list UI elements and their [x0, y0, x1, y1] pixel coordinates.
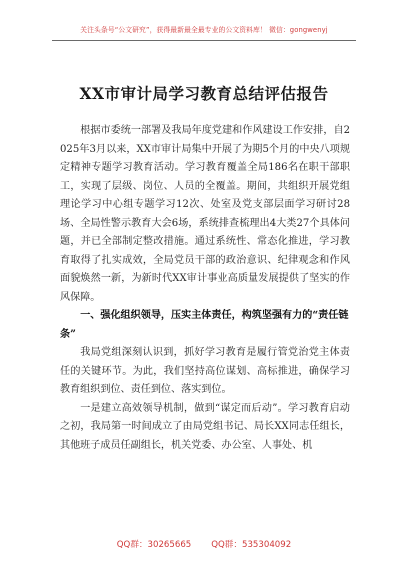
document-title: XX市审计局学习教育总结评估报告 — [79, 84, 329, 103]
paragraph-intro: 根据市委统一部署及我局年度党建和作风建设工作安排，自2025年3月以来，XX市审计局集中开展了为期5个月的中央八项规定精神专题学习教育活动。学习教育覆盖全局186名在职干部职工，实现了层级、岗位、人员的全覆盖。期间，共组织开展党组理论学习中心组专题学习12次、处室及党支部层面学习研讨28场、全局性警示教育大会6场，系统排查梳理出4大类27个具体问题，并已全部制定整改措施。通过系统性、常态化推进，学习教育取得了扎实成效，全局党员干部的政治意识、纪律观念和作风面貌焕然一新，为新时代XX审计事业高质量发展提供了坚实的作风保障。 — [60, 125, 350, 303]
header-divider — [52, 40, 356, 41]
footer-contact — [0, 538, 408, 550]
footer-qq-group-1: QQ群：30265665 — [116, 540, 192, 550]
section-heading-1: 一、强化组织领导，压实主体责任，构筑坚强有力的“责任链条” — [60, 310, 349, 340]
footer-qq-group-2: QQ群：535304092 — [211, 540, 292, 550]
document-body — [60, 122, 350, 455]
paragraph-point-1: 一是建立高效领导机制，做到“谋定而后动”。学习教育启动之初，我局第一时间成立了由局党组书记、局长XX同志任组长，其他班子成员任副组长，机关党委、办公室、人事处、机 — [60, 402, 350, 451]
paragraph-section-1: 我局党组深刻认识到，抓好学习教育是履行管党治党主体责任的关键环节。为此，我们坚持高位谋划、高标推进，确保学习教育组织到位、责任到位、落实到位。 — [60, 347, 350, 395]
header-notice: 关注头条号“公文研究”，获得最新最全最专业的公文资料库！ 微信：gongwenyj — [80, 26, 328, 34]
